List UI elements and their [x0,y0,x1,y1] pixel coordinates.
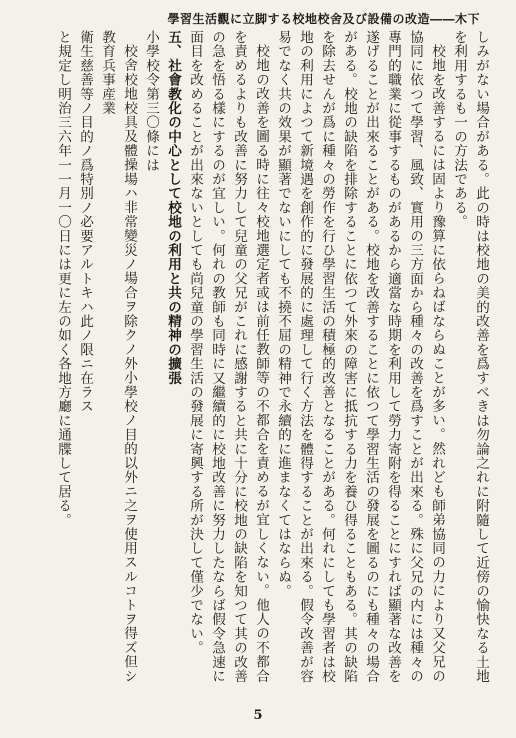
paragraph-1: しみがない場合がある。此の時は校地の美的改善を爲すべきは勿論之れに附隨して近傍の愉快なる土地を利用するも一の方法である。 [451,30,489,684]
law-citation-title: 小學校令第三〇條には [143,30,159,172]
section-heading: 五、社會教化の中心として校地の利用と共の精神の擴張 [165,30,181,385]
paragraph-3: 校地の改善を圖る時に往々校地選定者或は前任教師等の不都合を責めるが宜しくない。他人の不都合を責めるよりも改善に努力して兒童の父兄がこれに感謝すると共に十分に校地の缺陷を知つて其の改善の急を悟る樣にするのが宜しい。何れの教師も同時に又繼續的に校地改善に努力したならば假令急速に面目を改めることが出來ないとしても尚兒童の學習生活の發展に寄興する所が決して僅少でない。 [187,30,269,684]
closing-paragraph: と規定し明治三六年一一月一〇日には更に左の如く各地方廳に通牒して居る。 [55,30,71,527]
page-number: 5 [253,708,263,723]
law-text-line-1: 校舍校地校具及體操場ハ非常變災ノ場合ヲ除クノ外小學校ノ目的以外ニ之ヲ使用スルコトヲ得ズ但シ教育兵事産業 [99,30,137,683]
running-header: 學習生活觀に立脚する校地校舍及び設備の改造――木下 [167,12,480,26]
law-text-line-2: 衛生慈善等ノ目的ノ爲特別ノ必要アルトキハ此ノ限ニ在ラス [77,30,93,414]
body-text [22,30,492,690]
paragraph-2: 校地を改善するには固より豫算に依らねばならぬことが多い。然れども師弟協同の力により又父兄の協同に依つて學習、風致、實用の三方面から種々の改善を爲すことが出來る。殊に父兄の内には種々の專門的職業に從事するものがあるから適當な時期を利用して勞力寄附を得ることにすれば顯著な改善を遂げることが出來ることがある。校地を改善することに依つて學習生活の發展を圖るのにも種々の場合がある。校地の缺陷を排除することに依つて外來の障害に抵抗する力を養ひ得ることもある。其の缺陷を除去せんが爲に種々の勞作を行ひ學習生活の積極的改善となることがある。何れにしても學習者は校地の利用によつて新境遇を創作的に發展的に處理して行く方法を體得することが出來る。假令改善が容易でなく共の效果が顯著でないにしても不撓不屈の精神で永續的に進まなくてはならぬ。 [275,30,445,684]
